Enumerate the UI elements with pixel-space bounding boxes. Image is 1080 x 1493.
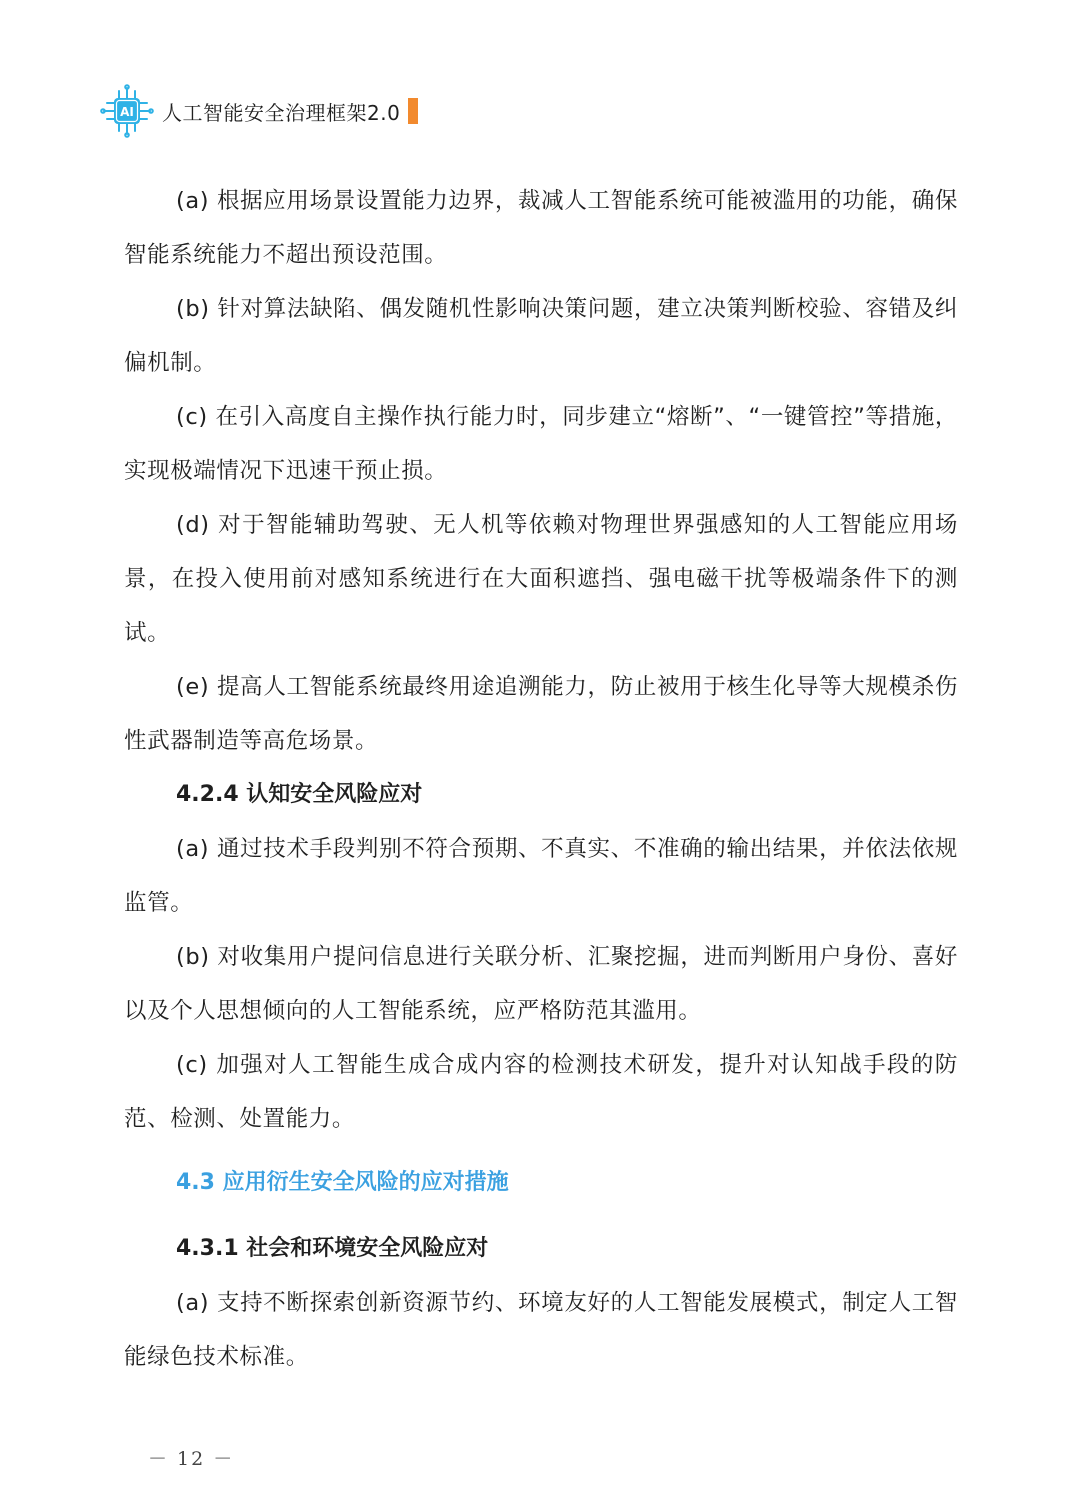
paragraph-a-green-ai: (a) 支持不断探索创新资源节约、环境友好的人工智能发展模式，制定人工智能绿色技术标准。 bbox=[124, 1290, 958, 1370]
paragraph-c-synthetic-content-detection: (c) 加强对人工智能生成合成内容的检测技术研发，提升对认知战手段的防范、检测、处置能力。 bbox=[124, 1052, 958, 1132]
page-header bbox=[100, 80, 418, 142]
paragraph-a-capability-boundary: (a) 根据应用场景设置能力边界，裁减人工智能系统可能被滥用的功能，确保智能系统能力不超出预设范围。 bbox=[124, 188, 958, 268]
section-heading-4-3: 4.3 应用衍生安全风险的应对措施 bbox=[176, 1170, 509, 1195]
paragraph-d-perception-testing: (d) 对于智能辅助驾驶、无人机等依赖对物理世界强感知的人工智能应用场景，在投入使用前对感知系统进行在大面积遮挡、强电磁干扰等极端条件下的测试。 bbox=[124, 512, 958, 646]
ai-chip-logo-icon bbox=[100, 84, 154, 138]
paragraph-e-end-use-tracing: (e) 提高人工智能系统最终用途追溯能力，防止被用于核生化导等大规模杀伤性武器制造等高危场景。 bbox=[124, 674, 958, 754]
paragraph-a-output-verification: (a) 通过技术手段判别不符合预期、不真实、不准确的输出结果，并依法依规监管。 bbox=[124, 836, 958, 916]
document-body bbox=[124, 174, 958, 1384]
document-title: 人工智能安全治理框架2.0 bbox=[162, 100, 401, 125]
header-accent-bar bbox=[408, 98, 418, 124]
paragraph-c-circuit-breaker: (c) 在引入高度自主操作执行能力时，同步建立“熔断”、“一键管控”等措施，实现极端情况下迅速干预止损。 bbox=[124, 404, 958, 484]
section-heading-4-2-4: 4.2.4 认知安全风险应对 bbox=[176, 782, 423, 807]
page-number: － 12 － bbox=[148, 1448, 235, 1470]
paragraph-b-algorithm-defects: (b) 针对算法缺陷、偶发随机性影响决策问题，建立决策判断校验、容错及纠偏机制。 bbox=[124, 296, 958, 376]
paragraph-b-user-profiling: (b) 对收集用户提问信息进行关联分析、汇聚挖掘，进而判断用户身份、喜好以及个人思想倾向的人工智能系统，应严格防范其滥用。 bbox=[124, 944, 958, 1024]
section-heading-4-3-1: 4.3.1 社会和环境安全风险应对 bbox=[176, 1236, 489, 1261]
svg-text:AI: AI bbox=[120, 105, 134, 119]
